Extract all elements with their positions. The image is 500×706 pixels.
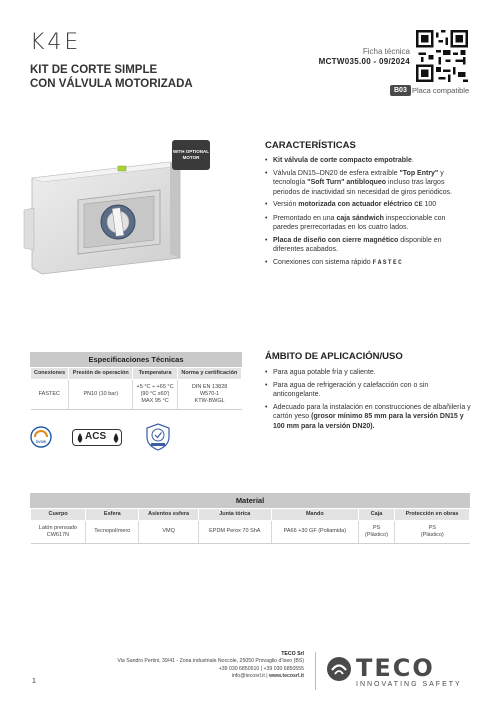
feature-text: incluso tras largos periodos de inactividad sin necesidad de giros periódicos. [273, 179, 452, 196]
list-item [265, 156, 470, 166]
company-address-block [117, 651, 304, 680]
plate-code-badge: B03 [390, 85, 411, 96]
table-cell: EPDM Perox 70 ShA [198, 520, 271, 543]
feature-bold: "Top Entry" [399, 169, 439, 177]
company-address: Via Sandro Pertini, 39/41 - Zona industriale Noccole, 25050 Provaglio d'Iseo (BS) [117, 658, 304, 665]
ambito-text: Adecuado para la instalación en construcciones de albañilería y cartón yeso [273, 403, 471, 420]
teco-logo-word: TECO [356, 654, 435, 682]
acs-cert-icon [72, 429, 122, 446]
brand-logo: K4E [30, 30, 82, 55]
approval-shield-icon [145, 423, 171, 451]
feature-bold: Placa de diseño con cierre magnético [273, 236, 399, 244]
table-cell: PN10 (10 bar) [69, 379, 133, 409]
table-header-row [31, 509, 470, 521]
list-item [265, 200, 470, 211]
title-line-1: KIT DE CORTE SIMPLE [30, 64, 158, 76]
table-cell: PA66 +30 GF (Poliamida) [271, 520, 358, 543]
table-header: Caja [358, 509, 394, 521]
table-cell: Latón prensado CW617N [31, 520, 86, 543]
footer-divider [315, 652, 316, 690]
list-item [265, 258, 470, 268]
table-cell: PS (Plástico) [358, 520, 394, 543]
feature-bold: "Soft Turn" antibloqueo [307, 179, 387, 186]
caracteristicas-title: CARACTERÍSTICAS [265, 140, 356, 151]
list-item [265, 214, 470, 233]
ficha-label: Ficha técnica [362, 47, 410, 56]
specs-table [30, 352, 242, 410]
table-header: Protección en obras [395, 509, 470, 521]
table-cell: FASTEC [31, 379, 69, 409]
company-name: TECO Srl [281, 651, 304, 657]
ce-mark-icon: CE [414, 202, 423, 208]
acs-text: ACS [85, 431, 107, 442]
list-item [265, 403, 475, 432]
fastec-logo: FASTEC [372, 258, 404, 266]
table-header: Conexiones [31, 368, 69, 380]
feature-text: Conexiones con sistema rápido [273, 258, 373, 266]
teco-logo-icon [326, 656, 352, 682]
ambito-bold: (grosor mínimo 85 mm para la versión DN15 y 100 mm para la versión DN20). [273, 413, 464, 430]
table-header: Norma y certificación [177, 368, 241, 380]
feature-text: . [411, 157, 414, 164]
page-number: 1 [32, 678, 36, 685]
list-item [265, 236, 470, 255]
feature-text: inspeccionable con paredes prerrecortadas en los cuatro lados. [273, 214, 446, 231]
table-header: Junta tórica [198, 509, 271, 521]
page-title [30, 63, 193, 91]
feature-text: Válvula DN15–DN20 de esfera extraíble [273, 169, 400, 177]
ambito-title: ÁMBITO DE APLICACIÓN/USO [265, 351, 403, 362]
table-header: Presión de operación [69, 368, 133, 380]
title-line-2: CON VÁLVULA MOTORIZADA [30, 78, 193, 90]
table-header: Mando [271, 509, 358, 521]
ambito-list [265, 368, 475, 434]
list-item: • Para agua de refrigeración y calefacción con o sin anticongelante. [265, 381, 475, 400]
table-cell: PS (Plástico) [395, 520, 470, 543]
dvgw-text: DVGW [36, 440, 46, 444]
teco-tagline: INNOVATING SAFETY [356, 681, 462, 688]
feature-bold: motorizada con actuador eléctrico [298, 201, 413, 208]
dvgw-cert-icon [30, 426, 52, 448]
material-table [30, 493, 470, 544]
table-cell: +5 °C ÷ +65 °C (90 °C x60') MAX 95 °C [133, 379, 177, 409]
table-header-row [31, 368, 242, 380]
motor-badge-line-1: WITH OPTIONAL [173, 149, 209, 154]
feature-text: Premontado en una [273, 214, 337, 222]
table-header: Cuerpo [31, 509, 86, 521]
material-table-title: Material [30, 493, 470, 508]
feature-bold: caja sándwich [336, 214, 384, 222]
feature-text: Versión [273, 201, 299, 208]
feature-text: disponible en diferentes acabados. [273, 236, 442, 253]
table-cell: DIN EN 13828 W570-1 KTW-BWGL [177, 379, 241, 409]
company-email-link[interactable]: info@tecosrl.it [231, 672, 265, 679]
table-row [31, 379, 242, 409]
company-phone: +39 030 6850510 | +39 030 6850555 [218, 665, 304, 672]
list-item [265, 169, 470, 198]
table-row [31, 520, 470, 543]
company-web-link[interactable]: www.tecosrl.it [269, 672, 304, 679]
ficha-code: MCTW035.00 - 09/2024 [318, 57, 410, 66]
company-contact: info@tecosrl.it | www.tecosrl.it [231, 672, 304, 679]
plate-compatible-label: Placa compatible [412, 86, 470, 95]
qr-code-icon[interactable] [416, 30, 468, 82]
table-cell: Tecnopolímero [86, 520, 139, 543]
table-header: Temperatura [133, 368, 177, 380]
optional-motor-badge [172, 140, 210, 170]
feature-text: y tecnología [273, 169, 444, 186]
feature-bold: Kit válvula de corte compacto empotrable [273, 157, 412, 164]
specs-table-title: Especificaciones Técnicas [30, 352, 242, 367]
features-list [265, 156, 470, 270]
motor-badge-line-2: MOTOR [182, 154, 200, 160]
table-header: Asientos esfera [139, 509, 198, 521]
table-cell: VMQ [139, 520, 198, 543]
list-item: • Para agua potable fría y caliente. [265, 368, 475, 378]
table-header: Esfera [86, 509, 139, 521]
feature-text: 100 [422, 201, 437, 208]
